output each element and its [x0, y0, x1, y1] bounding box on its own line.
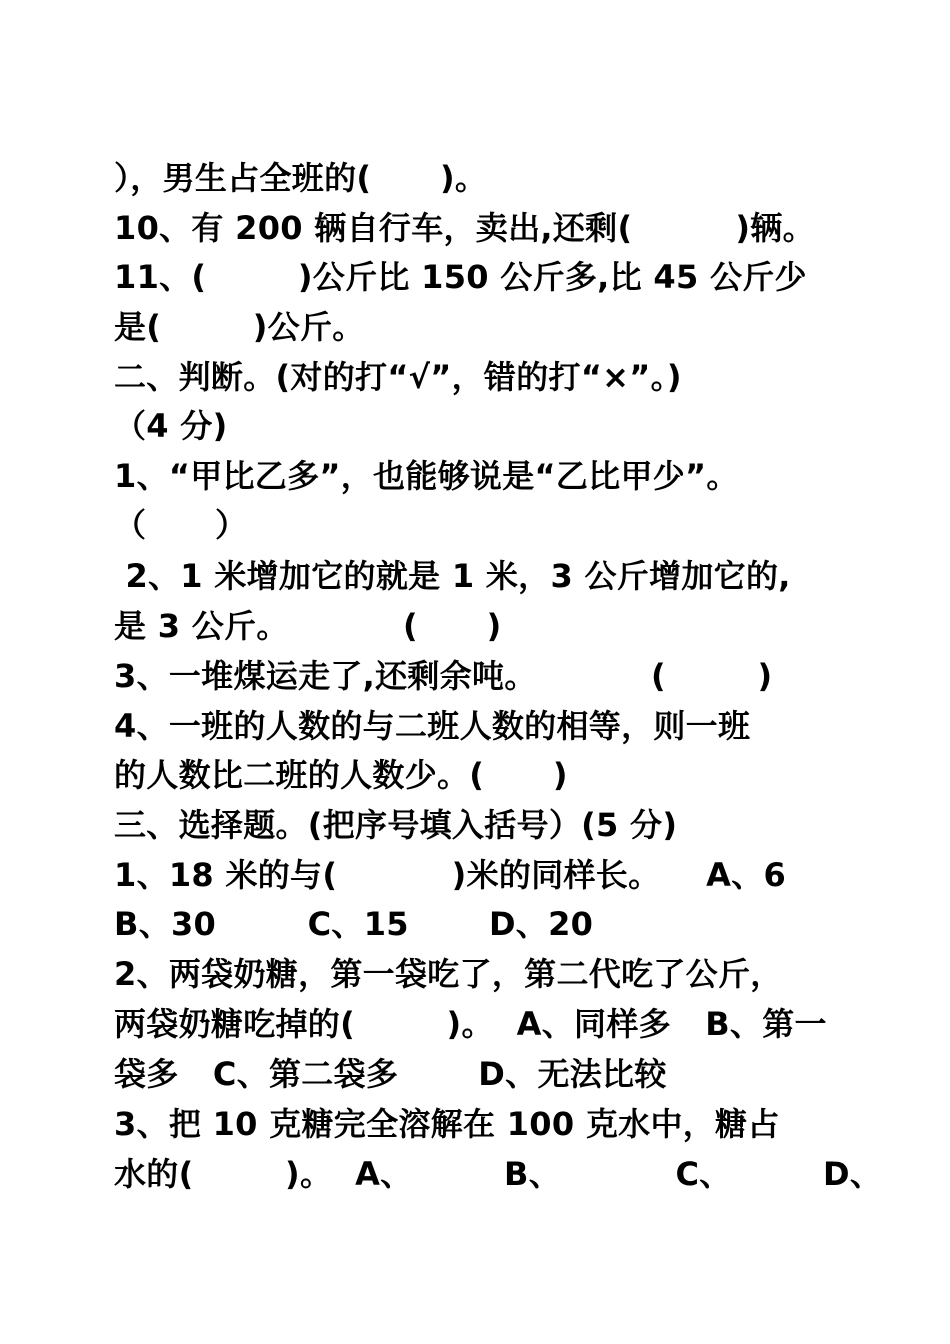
choice-question-3-options: 水的( )。 A、 B、 C、 D、 — [114, 1155, 883, 1193]
judge-question-4-cont: 的人数比二班的人数少。( ) — [114, 756, 568, 794]
section-3-heading: 三、选择题。(把序号填入括号）(5 分) — [114, 806, 678, 844]
judge-question-1-blank: （ ） — [114, 506, 248, 544]
judge-question-2-cont: 是 3 公斤。 ( ) — [114, 607, 502, 645]
choice-question-1: 1、18 米的与( )米的同样长。 A、6 — [114, 856, 787, 894]
choice-question-2: 2、两袋奶糖，第一袋吃了，第二代吃了公斤， — [114, 955, 783, 993]
section-2-points: （4 分) — [114, 407, 228, 445]
question-11-cont: 是( )公斤。 — [114, 308, 365, 346]
text-line: ），男生占全班的( )。 — [114, 159, 488, 197]
choice-question-3: 3、把 10 克糖完全溶解在 100 克水中，糖占 — [114, 1105, 780, 1143]
question-10: 10、有 200 辆自行车，卖出,还剩( )辆。 — [114, 209, 815, 247]
judge-question-4: 4、一班的人数的与二班人数的相等，则一班 — [114, 707, 751, 745]
judge-question-1: 1、“甲比乙多”，也能够说是“乙比甲少”。 — [114, 457, 739, 495]
judge-question-3: 3、一堆煤运走了,还剩余吨。 ( ) — [114, 657, 773, 695]
choice-question-2-options: 袋多 C、第二袋多 D、无法比较 — [114, 1055, 667, 1093]
section-2-heading: 二、判断。(对的打“√”，错的打“×”。) — [114, 358, 682, 396]
question-11: 11、( )公斤比 150 公斤多,比 45 公斤少 — [114, 258, 807, 296]
choice-question-1-options: B、30 C、15 D、20 — [114, 905, 594, 943]
choice-question-2-cont: 两袋奶糖吃掉的( )。 A、同样多 B、第一 — [114, 1005, 827, 1043]
judge-question-2: 2、1 米增加它的就是 1 米，3 公斤增加它的, — [114, 557, 791, 595]
